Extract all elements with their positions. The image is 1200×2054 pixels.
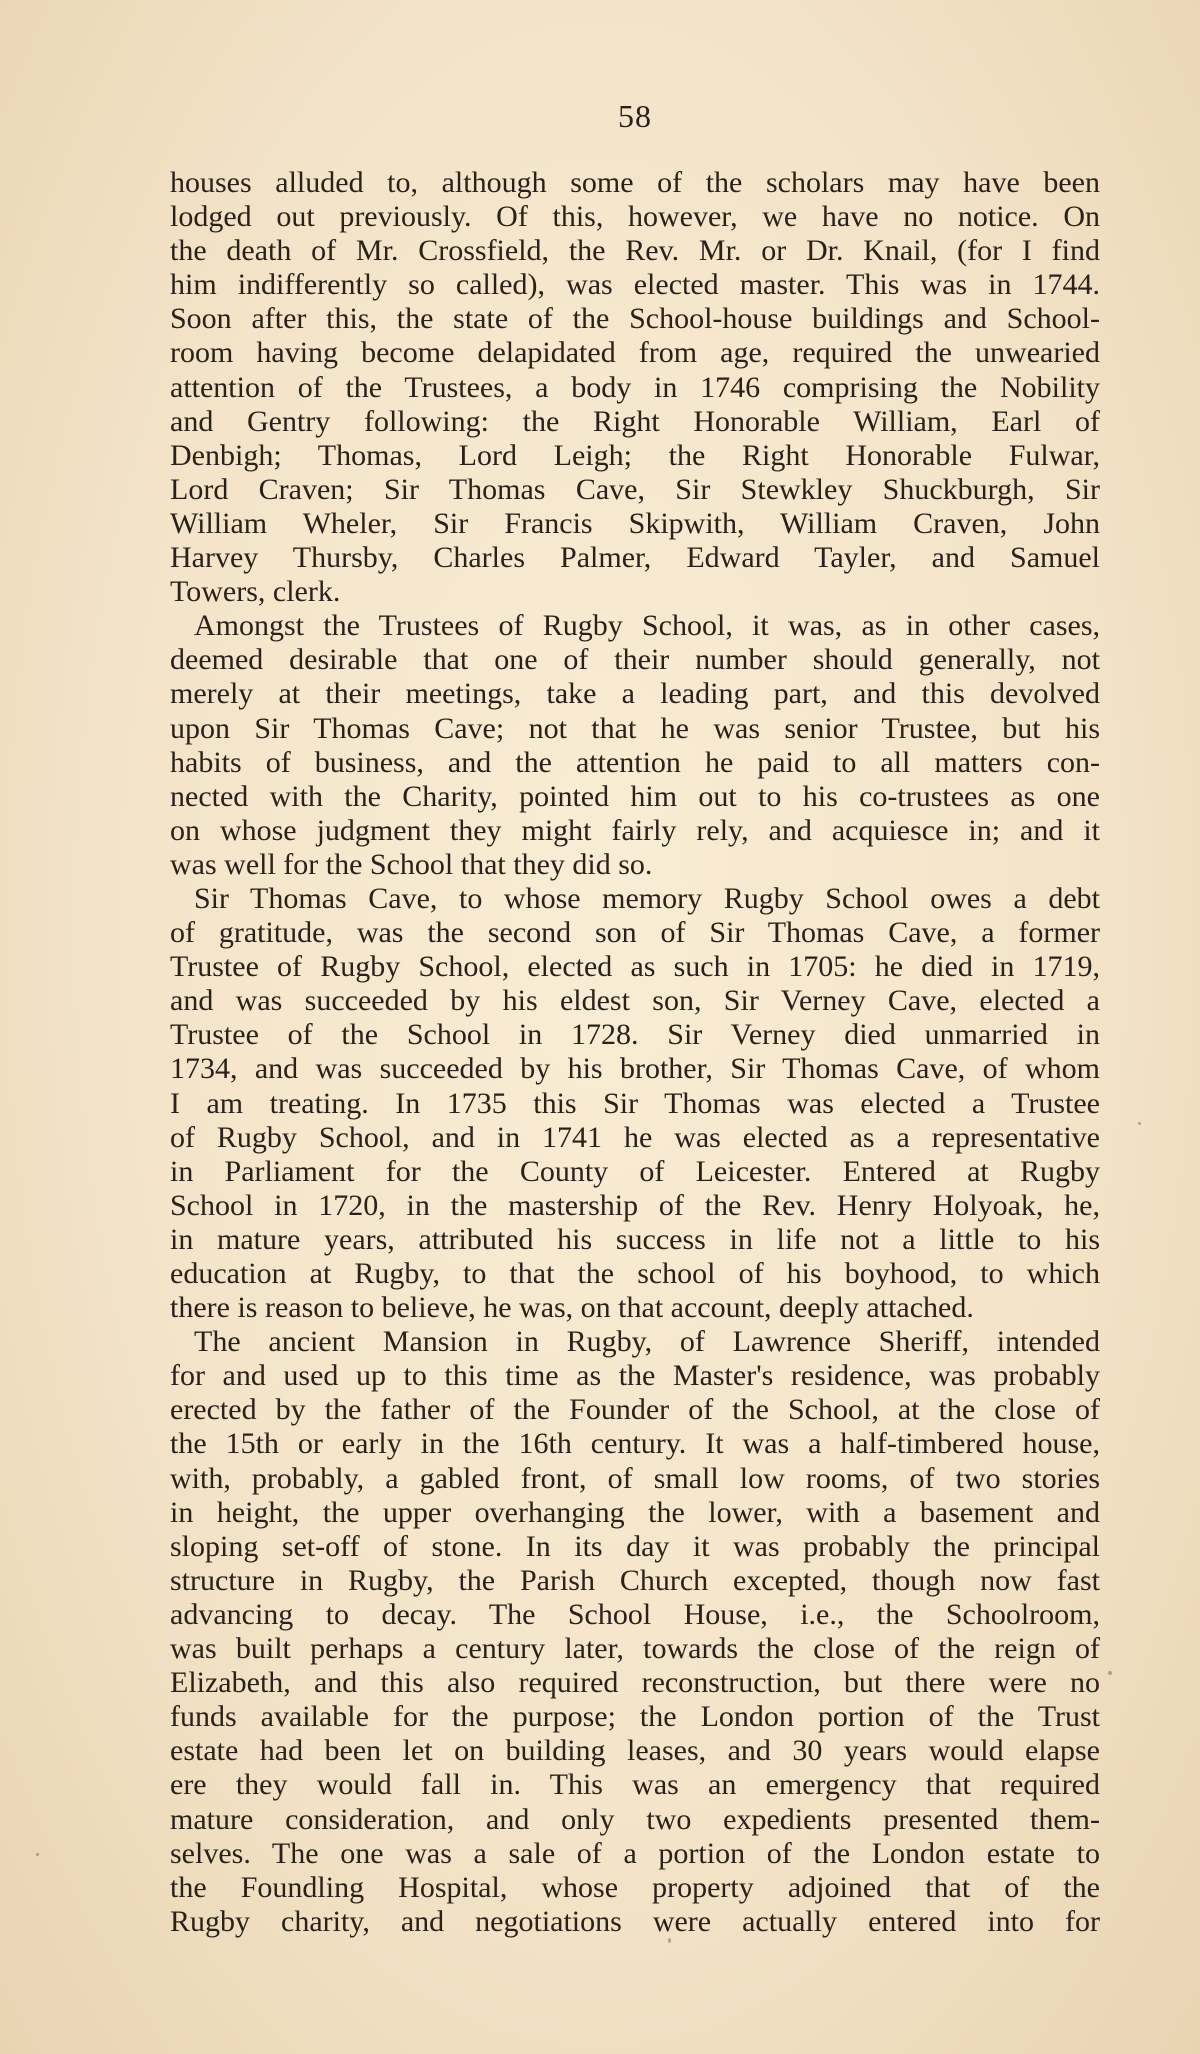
text-line: Towers, clerk.: [170, 575, 341, 609]
text-line: Denbigh; Thomas, Lord Leigh; the Right Honorable Fulwar,: [170, 438, 1100, 472]
page-number: 58: [618, 98, 652, 134]
text-line: mature consideration, and only two expedients presented them-: [170, 1802, 1100, 1836]
text-line: in Parliament for the County of Leicester. Entered at Rugby: [170, 1154, 1100, 1188]
text-line: and was succeeded by his eldest son, Sir Verney Cave, elected a: [170, 984, 1100, 1018]
text-line: Soon after this, the state of the School-house buildings and School-: [170, 302, 1100, 336]
text-line: was built perhaps a century later, towards the close of the reign of: [170, 1632, 1100, 1666]
text-line: him indifferently so called), was elected master. This was in 1744.: [170, 268, 1100, 302]
paper-speck: [1138, 1122, 1141, 1125]
text-line: Sir Thomas Cave, to whose memory Rugby School owes a debt: [194, 881, 1100, 915]
text-line: erected by the father of the Founder of the School, at the close of: [170, 1393, 1100, 1427]
text-line: Trustee of the School in 1728. Sir Verney died unmarried in: [170, 1018, 1100, 1052]
text-line: room having become delapidated from age, required the unwearied: [170, 336, 1100, 370]
text-line: the Foundling Hospital, whose property adjoined that of the: [170, 1870, 1100, 1904]
text-line: estate had been let on building leases, and 30 years would elapse: [170, 1734, 1100, 1768]
text-line: the death of Mr. Crossfield, the Rev. Mr. or Dr. Knail, (for I find: [170, 234, 1100, 268]
paper-speck: [668, 1938, 671, 1943]
text-line: Trustee of Rugby School, elected as such in 1705: he died in 1719,: [170, 950, 1100, 984]
text-line: upon Sir Thomas Cave; not that he was senior Trustee, but his: [170, 711, 1100, 745]
text-line: lodged out previously. Of this, however, we have no notice. On: [170, 200, 1100, 234]
paragraph-3: [170, 882, 1100, 1325]
paper-speck: [1108, 1671, 1112, 1675]
text-line: nected with the Charity, pointed him out to his co-trustees as one: [170, 779, 1100, 813]
text-line: deemed desirable that one of their number should generally, not: [170, 643, 1100, 677]
text-line: of Rugby School, and in 1741 he was elected as a representative: [170, 1120, 1100, 1154]
text-line: William Wheler, Sir Francis Skipwith, William Craven, John: [170, 506, 1100, 540]
text-line: education at Rugby, to that the school of his boyhood, to which: [170, 1257, 1100, 1290]
text-line: there is reason to believe, he was, on that account, deeply attached.: [170, 1291, 974, 1325]
text-line: Rugby charity, and negotiations were actually entered into for: [170, 1904, 1100, 1938]
text-line: for and used up to this time as the Master's residence, was probably: [170, 1359, 1100, 1393]
paper-speck: [36, 1853, 39, 1856]
text-line: the 15th or early in the 16th century. It was a half-timbered house,: [170, 1427, 1100, 1461]
text-line: The ancient Mansion in Rugby, of Lawrence Sheriff, intended: [194, 1325, 1100, 1359]
paragraph-1: [170, 166, 1100, 609]
text-line: merely at their meetings, take a leading part, and this devolved: [170, 677, 1100, 711]
paragraph-2: [170, 609, 1100, 882]
text-line: on whose judgment they might fairly rely, and acquiesce in; and it: [170, 813, 1100, 847]
text-line: in height, the upper overhanging the lower, with a basement and: [170, 1495, 1100, 1529]
text-line: sloping set-off of stone. In its day it was probably the principal: [170, 1529, 1100, 1563]
text-line: with, probably, a gabled front, of small low rooms, of two stories: [170, 1461, 1100, 1495]
text-line: of gratitude, was the second son of Sir Thomas Cave, a former: [170, 916, 1100, 950]
text-line: School in 1720, in the mastership of the Rev. Henry Holyoak, he,: [170, 1188, 1100, 1222]
text-line: and Gentry following: the Right Honorable William, Earl of: [170, 404, 1100, 438]
text-line: funds available for the purpose; the London portion of the Trust: [170, 1700, 1100, 1734]
text-line: in mature years, attributed his success in life not a little to his: [170, 1222, 1100, 1256]
text-line: attention of the Trustees, a body in 1746 comprising the Nobility: [170, 370, 1100, 404]
paragraph-4: [170, 1325, 1100, 1939]
body-text: [170, 166, 1100, 1939]
text-line: ere they would fall in. This was an emergency that required: [170, 1768, 1100, 1802]
text-line: Harvey Thursby, Charles Palmer, Edward Tayler, and Samuel: [170, 541, 1100, 575]
text-line: structure in Rugby, the Parish Church excepted, though now fast: [170, 1563, 1100, 1597]
text-line: Elizabeth, and this also required reconstruction, but there were no: [170, 1666, 1100, 1700]
text-line: Amongst the Trustees of Rugby School, it was, as in other cases,: [194, 609, 1100, 643]
text-line: Lord Craven; Sir Thomas Cave, Sir Stewkley Shuckburgh, Sir: [170, 472, 1100, 506]
text-line: houses alluded to, although some of the scholars may have been: [170, 166, 1100, 199]
text-line: 1734, and was succeeded by his brother, Sir Thomas Cave, of whom: [170, 1052, 1100, 1086]
text-line: habits of business, and the attention he paid to all matters con-: [170, 745, 1100, 779]
text-line: advancing to decay. The School House, i.e., the Schoolroom,: [170, 1597, 1100, 1631]
text-line: was well for the School that they did so.: [170, 847, 653, 881]
text-line: I am treating. In 1735 this Sir Thomas was elected a Trustee: [170, 1086, 1100, 1120]
text-line: selves. The one was a sale of a portion of the London estate to: [170, 1836, 1100, 1870]
